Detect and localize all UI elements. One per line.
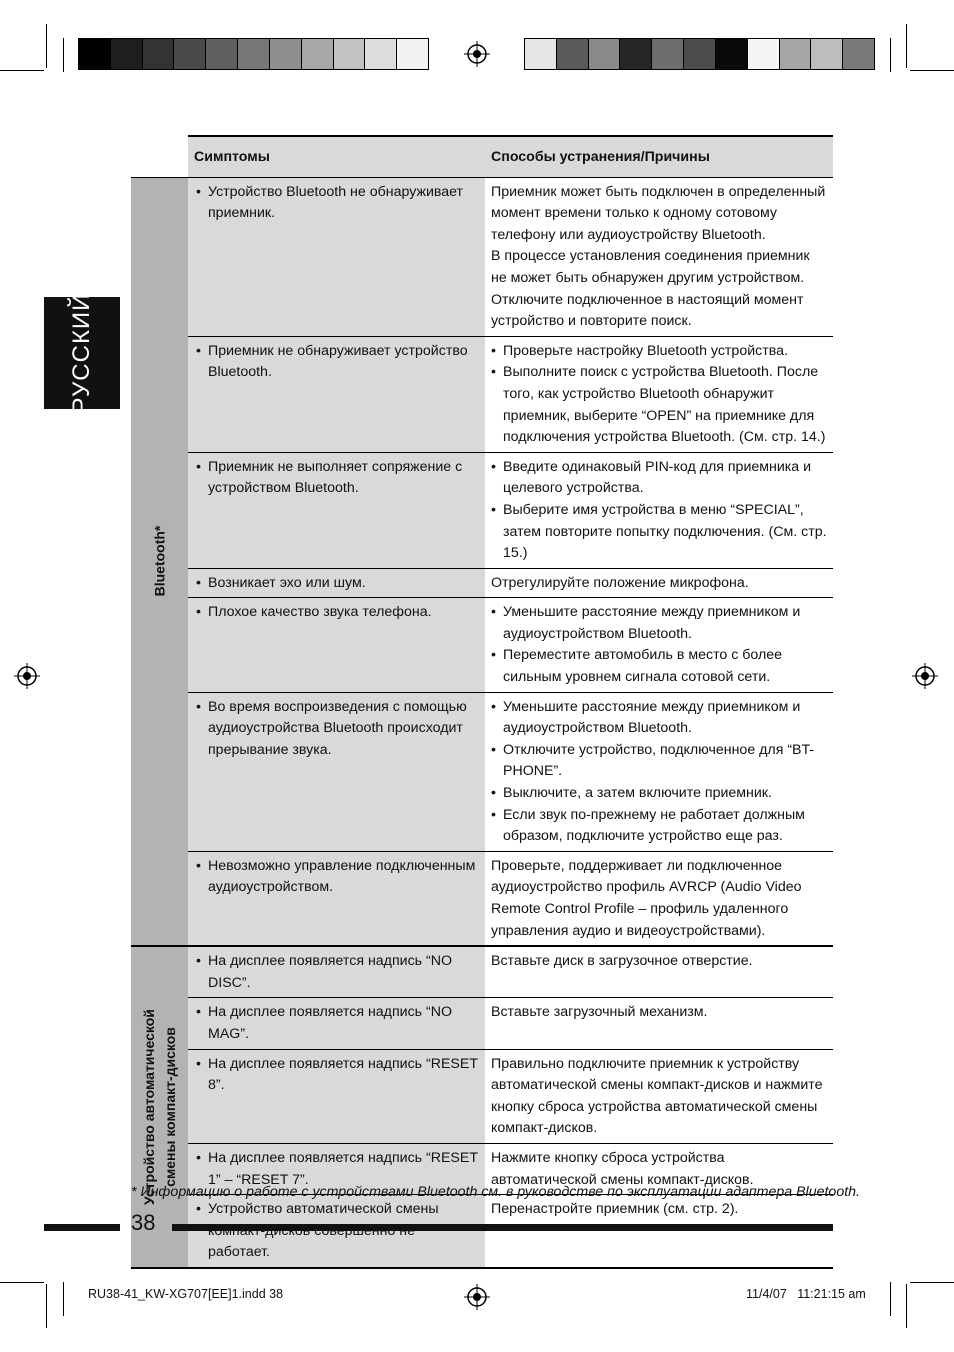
solution-text: Правильно подключите приемник к устройству автоматической смены компакт-дисков и нажмите кнопку сброса устройства автоматической смены компакт-дисков.: [491, 1055, 823, 1137]
symptom-cell: [188, 692, 485, 851]
crop-mark: [890, 38, 891, 72]
bullet-text: Выключите, а затем включите приемник.: [503, 785, 772, 802]
color-swatch: [780, 39, 812, 69]
bullet-item: [489, 697, 828, 740]
bullet-text: На дисплее появляется надпись “NO DISC”.: [208, 953, 453, 991]
bullet-icon: •: [491, 501, 496, 518]
table-row: [131, 568, 833, 598]
footnote: * Информацию о работе с устройствами Bluetooth см. в руководстве по эксплуатации адаптера Bluetooth.: [131, 1184, 860, 1200]
bullet-item: [192, 602, 480, 624]
registration-mark-icon: [14, 663, 40, 689]
bullet-item: [192, 951, 480, 994]
symptom-cell: [188, 598, 485, 692]
bullet-text: Выполните поиск с устройства Bluetooth. После того, как устройство Bluetooth обнаружит приемник, выберите “OPEN” на приемнике для подключения устройства Bluetooth. (См. стр. 14.): [503, 364, 826, 446]
solution-text: Вставьте диск в загрузочное отверстие.: [491, 953, 753, 970]
category-label: Bluetooth*: [151, 526, 167, 597]
table-header-row: [131, 136, 833, 177]
bullet-text: Проверьте настройку Bluetooth устройства.: [503, 342, 788, 359]
color-swatch: [238, 39, 270, 69]
color-swatch: [811, 39, 843, 69]
color-swatch: [716, 39, 748, 69]
table-row: [131, 1195, 833, 1268]
color-swatch: [652, 39, 684, 69]
crop-mark: [910, 70, 954, 71]
bullet-item: [192, 182, 480, 225]
table-row: [131, 177, 833, 336]
bullet-item: [489, 805, 828, 848]
bullet-text: Плохое качество звука телефона.: [208, 604, 432, 621]
color-swatch: [589, 39, 621, 69]
crop-mark: [906, 1284, 907, 1328]
symptom-cell: [188, 946, 485, 998]
bullet-text: Уменьшите расстояние между приемником и аудиоустройством Bluetooth.: [503, 604, 801, 642]
crop-mark: [46, 24, 47, 68]
solution-text: Вставьте загрузочный механизм.: [491, 1004, 708, 1021]
bullet-item: [192, 1054, 480, 1097]
bullet-text: Устройство Bluetooth не обнаруживает приемник.: [208, 183, 464, 222]
page-bar-right: [172, 1224, 833, 1231]
bullet-text: Невозможно управление подключенным аудиоустройством.: [208, 857, 476, 896]
color-swatch: [174, 39, 206, 69]
bullet-icon: •: [491, 785, 496, 802]
bullet-text: На дисплее появляется надпись “NO MAG”.: [208, 1004, 453, 1042]
bullet-text: Выберите имя устройства в меню “SPECIAL”, затем повторите попытку подключения. (См. стр. 15.): [503, 501, 827, 562]
bullet-icon: •: [491, 806, 496, 823]
color-swatch: [334, 39, 366, 69]
solution-cell: [485, 692, 833, 851]
color-swatch: [365, 39, 397, 69]
color-swatch: [206, 39, 238, 69]
bullet-text: Приемник не выполняет сопряжение с устройством Bluetooth.: [208, 458, 463, 497]
solution-text: Перенастройте приемник (см. стр. 2).: [491, 1201, 739, 1218]
color-swatch: [79, 39, 111, 69]
bullet-text: На дисплее появляется надпись “RESET 8”.: [208, 1055, 478, 1094]
bullet-text: Возникает эхо или шум.: [208, 574, 366, 591]
bullet-icon: •: [196, 1201, 201, 1218]
bullet-text: Во время воспроизведения с помощью аудиоустройства Bluetooth происходит прерывание звука.: [208, 698, 467, 758]
crop-mark: [46, 1284, 47, 1328]
color-swatch: [620, 39, 652, 69]
color-swatch: [111, 39, 143, 69]
symptom-cell: [188, 1195, 485, 1268]
bullet-icon: •: [196, 342, 201, 359]
bullet-item: [489, 341, 828, 363]
color-swatch: [143, 39, 175, 69]
bullet-text: Приемник не обнаруживает устройство Bluetooth.: [208, 342, 468, 381]
symptom-cell: [188, 452, 485, 568]
color-swatch: [270, 39, 302, 69]
symptom-cell: [188, 177, 485, 336]
symptoms-header: Симптомы: [188, 136, 485, 177]
symptom-cell: [188, 336, 485, 452]
page-bar-left: [44, 1224, 120, 1231]
table-row: [131, 598, 833, 692]
crop-mark: [910, 1282, 954, 1283]
color-swatch: [684, 39, 716, 69]
solution-cell: [485, 568, 833, 598]
registration-mark-icon: [464, 41, 490, 67]
color-swatch: [843, 39, 874, 69]
color-swatch: [302, 39, 334, 69]
solution-cell: [485, 598, 833, 692]
bullet-icon: •: [491, 647, 496, 664]
bullet-text: Уменьшите расстояние между приемником и аудиоустройством Bluetooth.: [503, 698, 801, 737]
table-row: [131, 946, 833, 998]
table-row: [131, 851, 833, 946]
bullet-item: [489, 457, 828, 500]
solution-cell: [485, 1049, 833, 1143]
bullet-item: [489, 783, 828, 805]
registration-mark-icon: [912, 663, 938, 689]
crop-mark: [63, 1282, 64, 1316]
bullet-icon: •: [196, 574, 201, 591]
category-label: Устройство автоматической смены компакт-дисков: [140, 1009, 178, 1205]
color-swatch: [525, 39, 557, 69]
bullet-item: [192, 573, 480, 595]
bullet-text: Отключите устройство, подключенное для “BT-PHONE”.: [503, 741, 815, 780]
slug-file: RU38-41_KW-XG707[EE]1.indd 38: [88, 1287, 284, 1301]
registration-mark-icon: [464, 1284, 490, 1310]
crop-mark: [906, 24, 907, 68]
symptom-cell: [188, 568, 485, 598]
bullet-icon: •: [196, 1149, 201, 1166]
bullet-icon: •: [491, 741, 496, 758]
color-swatch: [397, 39, 428, 69]
bullet-icon: •: [196, 1004, 201, 1021]
bullet-item: [489, 645, 828, 688]
crop-mark: [63, 38, 64, 72]
bullet-item: [489, 602, 828, 645]
bullet-item: [489, 362, 828, 448]
bullet-icon: •: [196, 604, 201, 621]
bullet-text: Устройство автоматической смены работает.: [208, 1201, 439, 1261]
bullet-text: На дисплее появляется надпись “RESET 1” – “RESET 7”.: [208, 1149, 478, 1188]
slug-datetime: 11/4/07 11:21:15 am: [746, 1287, 866, 1301]
bullet-icon: •: [196, 458, 201, 475]
color-swatch: [557, 39, 589, 69]
solution-cell: [485, 336, 833, 452]
bullet-item: [192, 457, 480, 500]
bullet-icon: •: [491, 604, 496, 621]
bullet-icon: •: [196, 1055, 201, 1072]
bullet-item: [192, 697, 480, 762]
table-body: [131, 177, 833, 1268]
solution-cell: [485, 452, 833, 568]
symptom-cell: [188, 851, 485, 946]
table-row: [131, 998, 833, 1049]
table-row: [131, 692, 833, 851]
bullet-item: [192, 1199, 480, 1264]
solution-cell: [485, 946, 833, 998]
troubleshooting-table: [131, 135, 833, 1269]
crop-mark: [0, 70, 44, 71]
bullet-item: [489, 500, 828, 565]
symptom-cell: [188, 1049, 485, 1143]
table-row: [131, 336, 833, 452]
crop-mark: [0, 1282, 44, 1283]
category-cell: [131, 177, 188, 946]
solution-text: Отрегулируйте положение микрофона.: [491, 574, 749, 591]
bullet-icon: •: [196, 857, 201, 874]
bullet-text: Если звук по-прежнему не работает должным образом, подключите устройство еще раз.: [503, 806, 805, 845]
table-row: [131, 452, 833, 568]
color-swatch: [748, 39, 780, 69]
table-row: [131, 1049, 833, 1143]
solution-cell: [485, 177, 833, 336]
solution-text: Приемник может быть подключен в определенный момент времени только к одному сотовому телефону или аудиоустройству Bluetooth. В процессе установления соединения приемник не может быть обнаружен другим устройством. Отключите подключенное в настоящий момент устройство и повторите поиск.: [491, 183, 826, 330]
bullet-item: [192, 856, 480, 899]
page-number: 38: [131, 1210, 156, 1235]
table-header-blank: [131, 136, 188, 177]
bullet-item: [192, 341, 480, 384]
solution-cell: [485, 851, 833, 946]
color-strip-right: [524, 38, 875, 70]
bullet-item: [192, 1002, 480, 1045]
solution-text: Нажмите кнопку сброса устройства автоматической смены компакт-дисков.: [491, 1149, 754, 1188]
crop-mark: [890, 1282, 891, 1316]
bullet-icon: •: [196, 953, 201, 970]
bullet-icon: •: [491, 364, 496, 381]
bullet-text: Переместите автомобиль в место с более сильным уровнем сигнала сотовой сети.: [503, 647, 783, 686]
bullet-icon: •: [491, 458, 496, 475]
solution-cell: [485, 998, 833, 1049]
bullet-icon: •: [491, 698, 496, 715]
language-tab-label: РУССКИЙ: [68, 292, 95, 414]
bullet-icon: •: [196, 698, 201, 715]
solutions-header: Способы устранения/Причины: [485, 136, 833, 177]
solution-text: Проверьте, поддерживает ли подключенное аудиоустройство профиль AVRCP (Audio Video Remote Control Profile – профиль удаленного управления аудио и видеоустройствами).: [491, 857, 802, 939]
bullet-item: [489, 740, 828, 783]
color-strip-left: [78, 38, 429, 70]
symptom-cell: [188, 998, 485, 1049]
bullet-icon: •: [196, 183, 201, 200]
solution-cell: [485, 1195, 833, 1268]
bullet-icon: •: [491, 342, 496, 359]
bullet-text: Введите одинаковый PIN-код для приемника и целевого устройства.: [503, 458, 812, 497]
language-tab: [44, 292, 120, 414]
